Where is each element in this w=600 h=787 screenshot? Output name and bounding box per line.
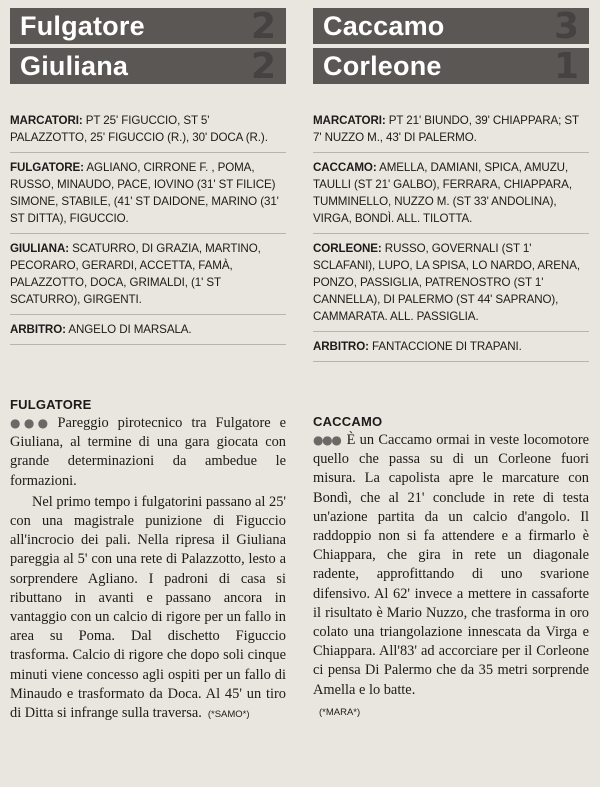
scorers-block — [10, 106, 286, 153]
away-lineup-text: RUSSO, GOVERNALI (ST 1' SCLAFANI), LUPO, LA SPISA, LO NARDO, ARENA, PONZO, PASSIGLIA, PATRENOSTRO (ST 1' CANNELLA), DI PALERMO (ST 44' SAPRANO), CAMMARATA. ALL. PASSIGLIA. — [313, 242, 580, 323]
away-lineup-block — [313, 234, 589, 332]
report-title: CACCAMO — [313, 414, 383, 429]
report-lead: Pareggio pirotecnico tra Fulgatore e Giuliana, al termine di una gara giocata con grande determinazioni da ambedue le formazioni. — [10, 415, 286, 489]
home-lineup-block — [10, 153, 286, 234]
away-team-name: Giuliana — [20, 50, 129, 81]
scorers-block — [313, 106, 589, 153]
home-team-score-row — [313, 5, 589, 47]
away-lineup-label: CORLEONE: — [313, 242, 382, 255]
away-team-name: Corleone — [323, 50, 442, 81]
home-team-score: 3 — [553, 5, 579, 47]
home-team-name: Caccamo — [323, 10, 445, 41]
referee-block — [313, 332, 589, 362]
home-team-name: Fulgatore — [20, 10, 145, 41]
referee-text: ANGELO DI MARSALA. — [68, 323, 192, 336]
away-team-score: 2 — [250, 45, 276, 87]
report-title: FULGATORE — [10, 397, 92, 412]
report-body — [10, 414, 286, 724]
report-signature: (*SAMO*) — [207, 709, 250, 721]
scorers-text: PT 25' FIGUCCIO, ST 5' PALAZZOTTO, 25' FIGUCCIO (R.), 30' DOCA (R.). — [10, 114, 268, 144]
home-lineup-label: FULGATORE: — [10, 161, 84, 174]
away-team-score: 1 — [553, 45, 579, 87]
referee-block — [10, 315, 286, 345]
report-paragraph: Nel primo tempo i fulgatorini passano al 25' con una magistrale punizione di Figuccio all'incrocio dei pali. Nella ripresa il Giuliana pareggia al 5' con una rete di Palazzotto, lesto a sorprendere Agliano. I padroni di casa si ributtano in avanti e passano ancora in vantaggio con un calcio di rigore per un fallo in area su Poma. Dal dischetto Figuccio trasforma. Calcio di rigore che dopo soli cinque minuti viene concesso agli ospiti per un fallo di Minaudo e trasformato da Doca. Al 45' un tiro di Ditta si infrange sulla traversa. — [10, 493, 286, 722]
away-team-score-row — [313, 45, 589, 87]
match-report — [10, 397, 286, 724]
scorers-label: MARCATORI: — [313, 114, 386, 127]
bullet-dots-icon: ●●● — [313, 433, 341, 447]
scorers-text: PT 21' BIUNDO, 39' CHIAPPARA; ST 7' NUZZO M., 43' DI PALERMO. — [313, 114, 579, 144]
referee-label: ARBITRO: — [10, 323, 66, 336]
scorers-label: MARCATORI: — [10, 114, 83, 127]
away-lineup-label: GIULIANA: — [10, 242, 69, 255]
home-lineup-text: AMELLA, DAMIANI, SPICA, AMUZU, TAULLI (ST 21' GALBO), FERRARA, CHIAPPARA, TUMMINELLO, NUZZO M. (ST 33' ANDOLINA), VIRGA, BONDÌ. ALL. TILOTTA. — [313, 161, 572, 225]
match-report — [313, 414, 589, 722]
home-team-score: 2 — [250, 5, 276, 47]
match-column-fulgatore-giuliana — [10, 5, 286, 724]
referee-label: ARBITRO: — [313, 340, 369, 353]
away-lineup-text: SCATURRO, DI GRAZIA, MARTINO, PECORARO, GERARDI, ACCETTA, FAMÀ, PALAZZOTTO, DOCA, GRIMALDI, (1' ST SCATURRO), GIRGENTI. — [10, 242, 261, 306]
away-team-score-row — [10, 45, 286, 87]
match-column-caccamo-corleone — [313, 5, 590, 722]
bullet-dots-icon: ●●● — [10, 416, 52, 430]
referee-text: FANTACCIONE DI TRAPANI. — [372, 340, 522, 353]
report-lead: È un Caccamo ormai in veste locomotore quello che passa su di un Corleone fuori misura. La capolista apre le marcature con Bondì, che al 21' conclude in rete di testa un'azione partita da un calcio d'angolo. Il raddoppio non si fa attendere e a firmarlo è Chiappara, che gira in rete un diagonale radente, approfittando di uno svarione difensivo. Al 62' invece a mettere in cassaforte il risultato è Mario Nuzzo, che trasforma in oro colato una triangolazione innescata da Virga e Chiappara. All'83' ad accorciare per il Corleone ci pensa Di Palermo che da 35 metri sorprende Amella e lo batte. — [313, 432, 590, 698]
home-lineup-text: AGLIANO, CIRRONE F. , POMA, RUSSO, MINAUDO, PACE, IOVINO (31' ST FILICE) SIMONE, STABILE, (41' ST DAIDONE, MARINO (31' ST DITTA), FIGUCCIO. — [10, 161, 279, 225]
home-lineup-block — [313, 153, 589, 234]
away-lineup-block — [10, 234, 286, 315]
report-body — [313, 431, 589, 722]
home-team-score-row — [10, 5, 286, 47]
report-signature: (*MARA*) — [319, 706, 361, 718]
home-lineup-label: CACCAMO: — [313, 161, 377, 174]
